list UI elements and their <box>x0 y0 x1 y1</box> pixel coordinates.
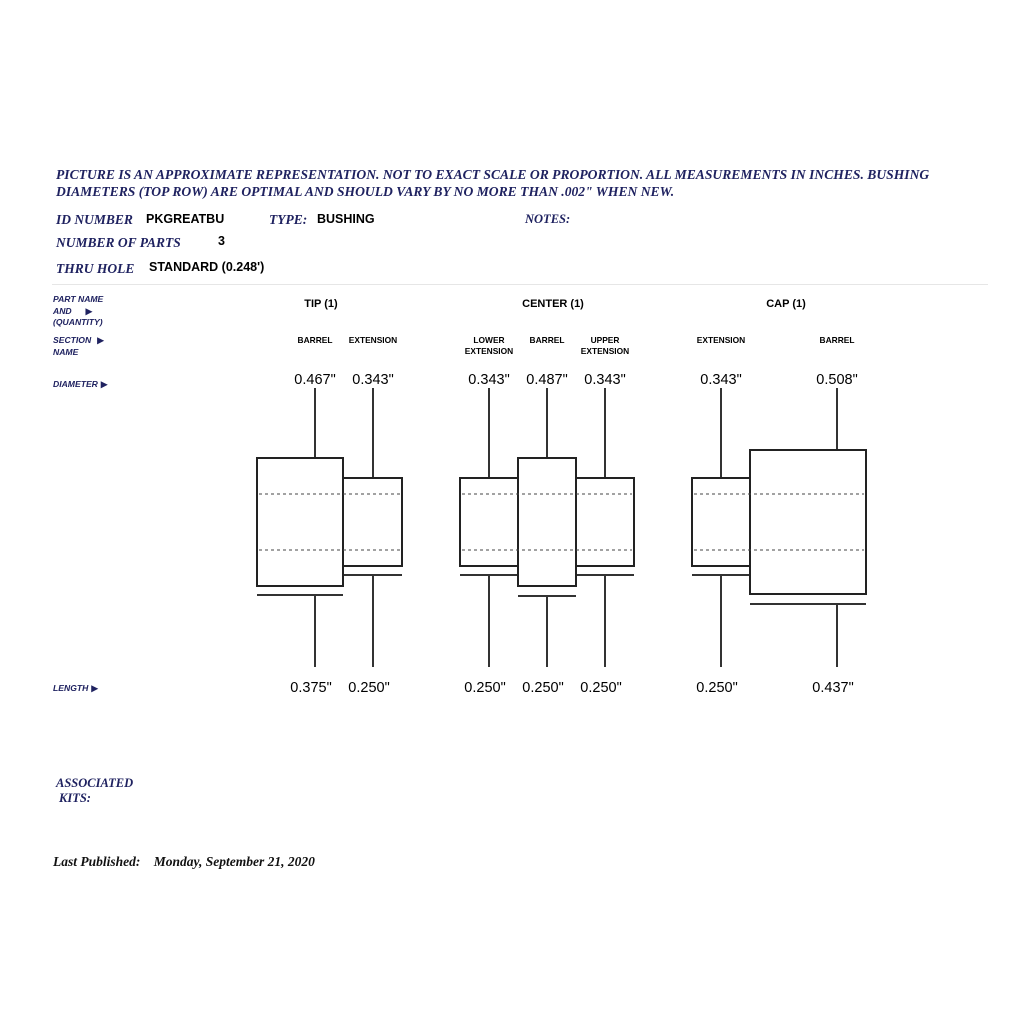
section-name-tip-barrel: BARREL <box>297 335 333 345</box>
section-name-center-upper-extension: UPPER EXTENSION <box>580 335 630 356</box>
cap-barrel-shape <box>750 450 866 594</box>
number-of-parts-label: NUMBER OF PARTS <box>56 235 181 250</box>
part-heading-tip: TIP (1) <box>304 298 338 310</box>
section-name-cap-barrel: BARREL <box>819 335 855 345</box>
notes-label: NOTES: <box>525 212 571 226</box>
diameter-cap-extension: 0.343" <box>700 372 742 388</box>
length-cap-extension: 0.250" <box>696 680 738 696</box>
diameter-row-label: DIAMETER ▶ <box>53 379 108 389</box>
diameter-center-upper-extension: 0.343" <box>584 372 626 388</box>
diameter-tip-extension: 0.343" <box>352 372 394 388</box>
tip-barrel-shape <box>257 458 343 586</box>
associated-kits-line2: KITS: <box>59 791 91 805</box>
thru-hole-value: STANDARD (0.248') <box>149 260 265 274</box>
section-name-center-barrel: BARREL <box>529 335 565 345</box>
id-number-label: ID NUMBER <box>56 212 133 227</box>
last-published-date: Monday, September 21, 2020 <box>153 854 315 869</box>
part-name-label-line3: (QUANTITY) <box>53 317 103 327</box>
diameter-center-barrel: 0.487" <box>526 372 568 388</box>
id-number-value: PKGREATBU <box>146 212 225 226</box>
last-published-label: Last Published: <box>53 854 141 869</box>
type-label: TYPE: <box>269 212 308 227</box>
part-name-label-line2: AND ▶ <box>53 305 93 316</box>
length-cap-barrel: 0.437" <box>812 680 854 696</box>
length-center-upper-extension: 0.250" <box>580 680 622 696</box>
length-tip-extension: 0.250" <box>348 680 390 696</box>
part-name-label-line1: PART NAME <box>53 294 104 304</box>
length-center-barrel: 0.250" <box>522 680 564 696</box>
section-label-line1: SECTION ▶ <box>53 335 104 345</box>
section-name-center-lower-extension: LOWER EXTENSION <box>464 335 514 356</box>
last-published <box>53 854 315 870</box>
diameter-tip-barrel: 0.467" <box>294 372 336 388</box>
section-label-line2: NAME <box>53 346 79 357</box>
thru-hole-label: THRU HOLE <box>56 261 135 276</box>
type-value: BUSHING <box>317 212 375 226</box>
center-upper-extension-shape <box>576 478 634 566</box>
length-row-label: LENGTH ▶ <box>53 683 98 693</box>
number-of-parts-value: 3 <box>218 234 225 248</box>
tip-extension-shape <box>343 478 402 566</box>
diameter-cap-barrel: 0.508" <box>816 372 858 388</box>
cap-extension-shape <box>692 478 750 566</box>
part-heading-cap: CAP (1) <box>766 298 806 310</box>
disclaimer-text: PICTURE IS AN APPROXIMATE REPRESENTATION. NOT TO EXACT SCALE OR PROPORTION. ALL MEASUREMENTS IN INCHES. BUSHING DIAMETERS (TOP ROW) ARE OPTIMAL AND SHOULD VARY BY NO MORE THAN .002" WHEN NEW. <box>56 167 930 199</box>
section-name-tip-extension: EXTENSION <box>348 335 398 345</box>
diameter-center-lower-extension: 0.343" <box>468 372 510 388</box>
center-lower-extension-shape <box>460 478 518 566</box>
section-name-cap-extension: EXTENSION <box>696 335 746 345</box>
associated-kits-line1: ASSOCIATED <box>56 776 134 790</box>
length-tip-barrel: 0.375" <box>290 680 332 696</box>
center-barrel-shape <box>518 458 576 586</box>
associated-kits-label <box>56 776 133 806</box>
length-center-lower-extension: 0.250" <box>464 680 506 696</box>
part-heading-center: CENTER (1) <box>522 298 584 310</box>
